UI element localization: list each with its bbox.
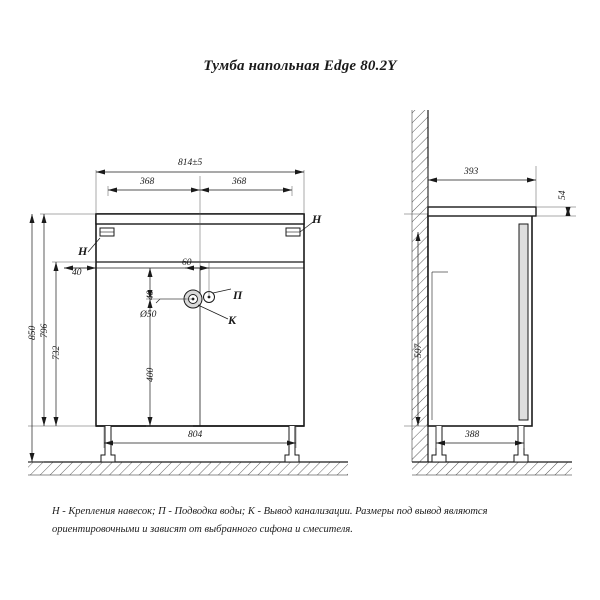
dim-offset-60: 60: [182, 258, 192, 268]
marker-p: П: [233, 288, 243, 302]
hanger-bracket-left: [100, 228, 114, 236]
leg-right: [285, 426, 299, 462]
leg-side-front: [432, 426, 446, 462]
dim-half-width-left: 368: [140, 177, 155, 187]
front-floor: [28, 462, 348, 475]
countertop-side: [428, 207, 536, 216]
dim-offset-40-top: 40: [146, 290, 156, 300]
dim-overall-width: 814±5: [178, 158, 203, 168]
dim-top-thickness: 54: [558, 190, 568, 200]
dim-offset-40-left: 40: [72, 268, 82, 278]
footnote-text: Н - Крепления навесок; П - Подводка воды; К - Вывод канализации. Размеры под вывод являются ориентировочными и зависят от выбранного сифона и смесителя.: [52, 506, 488, 535]
marker-h-right: Н: [312, 212, 322, 226]
door-panel-side: [519, 224, 528, 420]
dim-height-597: 597: [414, 343, 424, 358]
leg-left: [101, 426, 115, 462]
dim-total-height: 850: [28, 325, 38, 340]
wall-hatch: [412, 110, 428, 462]
dim-half-width-right: 368: [232, 177, 247, 187]
marker-k: К: [228, 313, 237, 327]
dim-offset-400: 400: [146, 367, 156, 382]
dim-height-796: 796: [40, 323, 50, 338]
side-floor: [412, 462, 572, 475]
leg-side-back: [514, 426, 528, 462]
dim-base-depth: 388: [465, 430, 480, 440]
dim-base-width: 804: [188, 430, 203, 440]
cabinet-body-side: [428, 214, 532, 426]
dim-depth: 393: [464, 167, 479, 177]
hanger-bracket-right: [286, 228, 300, 236]
side-view: [404, 110, 576, 475]
dim-diameter: Ø50: [140, 310, 157, 320]
marker-h-left: Н: [78, 244, 88, 258]
page-title: Тумба напольная Edge 80.2Y: [203, 58, 397, 74]
dim-height-732: 732: [52, 345, 62, 360]
